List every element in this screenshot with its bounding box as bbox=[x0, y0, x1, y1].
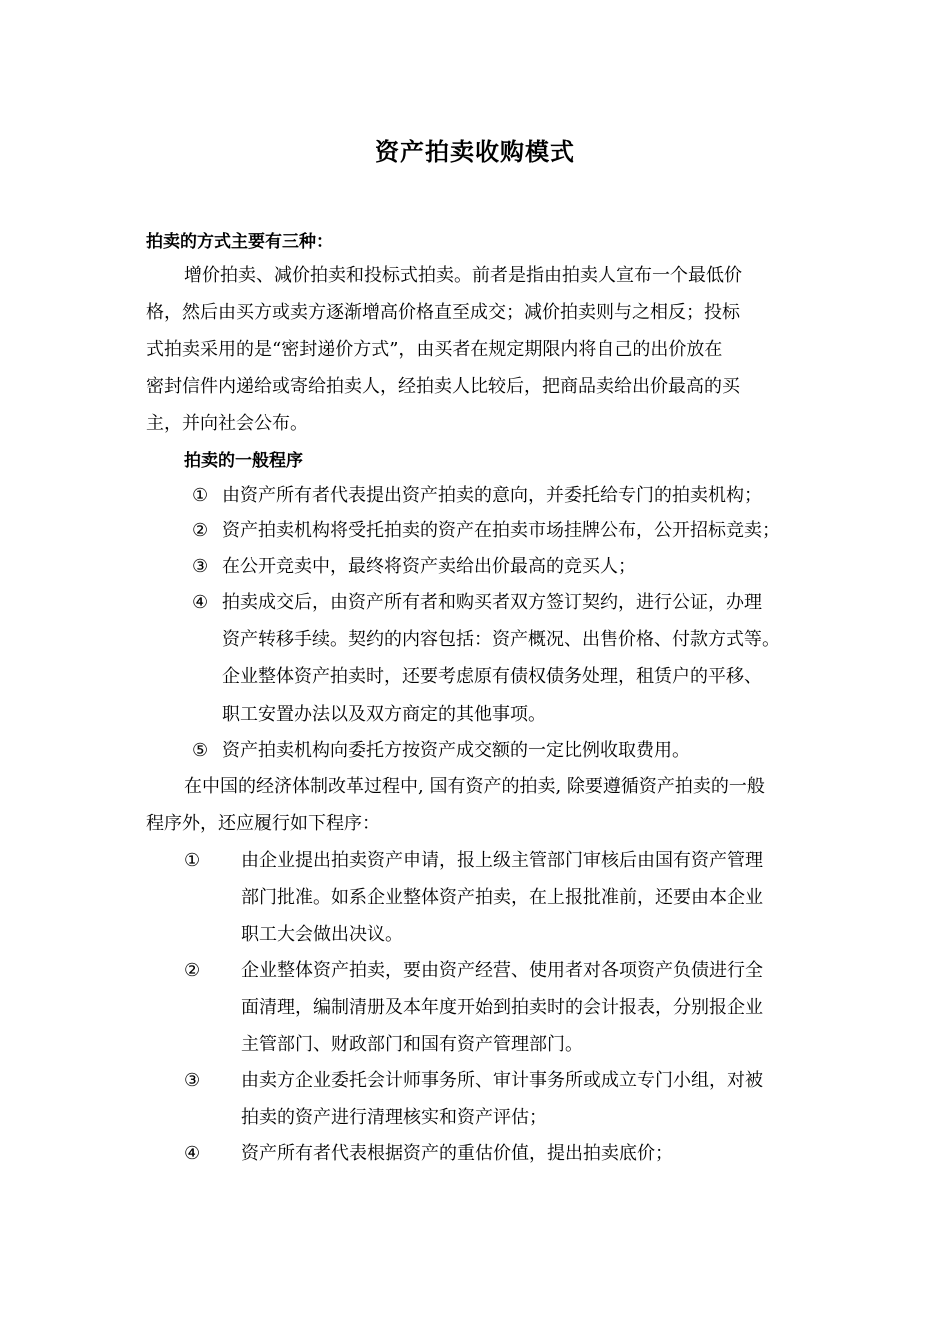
list-item-line: 主管部门、财政部门和国有资产管理部门。 bbox=[241, 1034, 583, 1055]
list-item-line: 拍卖成交后，由资产所有者和购买者双方签订契约，进行公证，办理 bbox=[222, 592, 762, 613]
paragraph-line: 程序外，还应履行如下程序： bbox=[146, 813, 380, 834]
section-heading-auction-methods: 拍卖的方式主要有三种： bbox=[146, 232, 333, 252]
list-number: ② bbox=[192, 520, 209, 541]
list-number: ⑤ bbox=[192, 740, 209, 761]
list-item-line: 由资产所有者代表提出资产拍卖的意向，并委托给专门的拍卖机构； bbox=[222, 485, 762, 506]
section-heading-general-procedure: 拍卖的一般程序 bbox=[184, 451, 303, 471]
list-item-line: 部门批准。如系企业整体资产拍卖，在上报批准前，还要由本企业 bbox=[241, 887, 763, 908]
list-item-line: 资产拍卖机构向委托方按资产成交额的一定比例收取费用。 bbox=[222, 740, 690, 761]
list-number: ③ bbox=[192, 556, 209, 577]
list-item-line: 拍卖的资产进行清理核实和资产评估； bbox=[241, 1107, 547, 1128]
list-item-line: 资产所有者代表根据资产的重估价值，提出拍卖底价； bbox=[241, 1143, 673, 1164]
paragraph-line: 增价拍卖、减价拍卖和投标式拍卖。前者是指由拍卖人宣布一个最低价 bbox=[184, 265, 742, 286]
paragraph-line: 格，然后由买方或卖方逐渐增高价格直至成交；减价拍卖则与之相反；投标 bbox=[146, 302, 740, 323]
paragraph-line: 主，并向社会公布。 bbox=[146, 413, 308, 434]
list-number: ② bbox=[184, 960, 201, 981]
list-item-line: 职工大会做出决议。 bbox=[241, 924, 403, 945]
list-item-line: 在公开竞卖中，最终将资产卖给出价最高的竞买人； bbox=[222, 556, 636, 577]
list-item-line: 由卖方企业委托会计师事务所、审计事务所或成立专门小组，对被 bbox=[241, 1070, 763, 1091]
list-number: ③ bbox=[184, 1070, 201, 1091]
list-item-line: 面清理，编制清册及本年度开始到拍卖时的会计报表，分别报企业 bbox=[241, 997, 763, 1018]
paragraph-line: 式拍卖采用的是“密封递价方式”，由买者在规定期限内将自己的出价放在 bbox=[146, 339, 723, 360]
list-item-line: 企业整体资产拍卖，要由资产经营、使用者对各项资产负债进行全 bbox=[241, 960, 763, 981]
list-number: ④ bbox=[184, 1143, 201, 1164]
list-item-line: 资产拍卖机构将受托拍卖的资产在拍卖市场挂牌公布，公开招标竞卖； bbox=[222, 520, 780, 541]
list-number: ① bbox=[192, 485, 209, 506]
paragraph-line: 在中国的经济体制改革过程中, 国有资产的拍卖, 除要遵循资产拍卖的一般 bbox=[184, 776, 765, 797]
list-item-line: 资产转移手续。契约的内容包括：资产概况、出售价格、付款方式等。 bbox=[222, 629, 780, 650]
list-item-line: 企业整体资产拍卖时，还要考虑原有债权债务处理，租赁户的平移、 bbox=[222, 666, 762, 687]
list-number: ① bbox=[184, 850, 201, 871]
list-number: ④ bbox=[192, 592, 209, 613]
list-item-line: 由企业提出拍卖资产申请，报上级主管部门审核后由国有资产管理 bbox=[241, 850, 763, 871]
page-title: 资产拍卖收购模式 bbox=[375, 138, 575, 166]
paragraph-line: 密封信件内递给或寄给拍卖人，经拍卖人比较后，把商品卖给出价最高的买 bbox=[146, 376, 740, 397]
list-item-line: 职工安置办法以及双方商定的其他事项。 bbox=[222, 704, 546, 725]
